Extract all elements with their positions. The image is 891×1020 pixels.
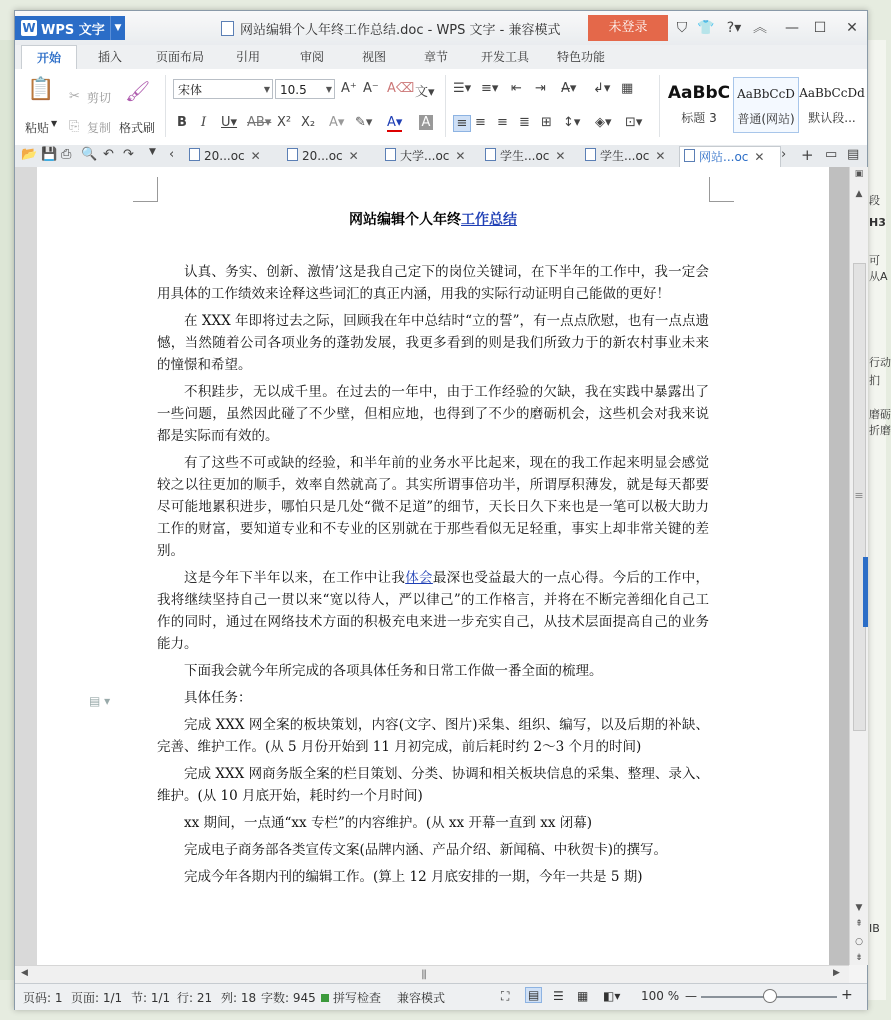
line-spacing-icon[interactable]: ↕▾ [563, 115, 581, 130]
close-tab-icon[interactable]: ✕ [455, 149, 466, 163]
close-tab-icon[interactable]: ✕ [754, 150, 765, 164]
tab-list-icon[interactable]: ▭ [825, 147, 838, 162]
bold-icon[interactable]: B [177, 115, 187, 130]
document-page[interactable] [37, 167, 829, 965]
style-heading-3[interactable]: AaBbC 标题 3 [667, 83, 731, 125]
app-menu-button[interactable] [15, 16, 125, 40]
zoom-in-icon[interactable]: + [841, 987, 853, 1003]
side-fragment: 磨砺 [869, 408, 891, 421]
split-view-icon[interactable]: ▣ [854, 169, 864, 179]
document-area [15, 167, 849, 965]
doc-options-icon[interactable]: ▤ [847, 147, 860, 162]
margin-corner-mark [133, 177, 158, 202]
close-tab-icon[interactable]: ✕ [250, 149, 261, 163]
style-normal-web[interactable]: AaBbCcD 普通(网站) [733, 77, 799, 133]
separator [445, 75, 446, 137]
paragraph: 有了这些不可或缺的经验，和半年前的业务水平比起来，现在的我工作起来明显会感觉较之以往更加的顺手，效率自然就高了。其实所谓事倍功半，所谓厚积薄发，就是每天都要尽可能地累积进步，哪怕只是几处“微不足道”的细节，天长日久下来也是一笔可以极大助力工作的财富，要知道专业和不专业的区别就在于那些看似无足轻重，事实上却非常关键的差别。 [157, 455, 709, 559]
phonetic-icon[interactable]: 文▾ [415, 85, 435, 100]
char-shading-icon[interactable]: A [419, 115, 433, 130]
status-word-count[interactable]: 字数: 945 [261, 991, 316, 1005]
web-view-icon[interactable]: ▦ [577, 989, 589, 1003]
login-button[interactable]: 未登录 [588, 15, 668, 41]
open-icon[interactable]: 📂 [21, 147, 38, 162]
wps-logo-icon: W [22, 21, 36, 35]
shading-icon[interactable]: ◈▾ [595, 115, 612, 130]
window-title: 网站编辑个人年终工作总结.doc - WPS 文字 - 兼容模式 [221, 19, 560, 38]
wps-window [14, 10, 868, 1010]
paste-button[interactable]: 粘贴 [25, 121, 50, 135]
highlight-icon[interactable]: ✎▾ [355, 115, 373, 130]
document-icon [585, 148, 596, 161]
cut-icon[interactable]: ✂ [69, 89, 80, 104]
tab-page-layout[interactable]: 页面布局 [155, 50, 204, 64]
doc-tab[interactable]: 学生...oc ✕ [585, 146, 677, 166]
paragraph: 认真、务实、创新、激情’这是我自己定下的岗位关键词，在下半年的工作中，我一定会用具体的工作绩效来诠释这些词汇的真正内涵，用我的实际行动证明自己能做的更好！ [157, 264, 709, 302]
copy-icon[interactable]: ⎘ [69, 119, 80, 134]
scroll-down-icon[interactable]: ▼ [855, 903, 863, 913]
document-tabs-bar [15, 145, 867, 168]
help-icon[interactable]: ?▾ [726, 20, 742, 36]
nav-indicator [863, 557, 868, 627]
chevron-down-icon[interactable]: ▼ [51, 119, 58, 128]
underline-icon[interactable]: U▾ [221, 115, 238, 130]
close-icon[interactable]: ✕ [846, 20, 858, 36]
next-page-icon[interactable]: ⇟ [855, 953, 863, 963]
shrink-font-icon[interactable]: A⁻ [363, 81, 379, 96]
page-view-icon[interactable]: ▤ [525, 987, 542, 1003]
fullscreen-icon[interactable]: ⛶ [501, 989, 510, 1003]
app-label: WPS 文字 [41, 22, 105, 38]
doc-tab[interactable]: 大学...oc ✕ [385, 146, 477, 166]
status-pages[interactable]: 页面: 1/1 [71, 991, 123, 1005]
side-fragment: 扪 [869, 374, 880, 387]
browse-object-icon[interactable]: ○ [855, 937, 863, 947]
chevron-right-icon[interactable]: › [781, 147, 787, 162]
cut-button[interactable]: 剪切 [87, 91, 112, 105]
reading-view-icon[interactable]: ◧▾ [603, 989, 621, 1003]
document-icon [287, 148, 298, 161]
increase-indent-icon[interactable]: ⇥ [535, 81, 546, 96]
chinese-layout-icon[interactable]: A̶▾ [561, 81, 577, 96]
tab-review[interactable]: 审阅 [299, 50, 324, 64]
status-compat-mode: 兼容模式 [397, 991, 446, 1005]
zoom-out-icon[interactable]: — [685, 989, 697, 1003]
side-fragment: H3 [869, 216, 886, 229]
scroll-grip-icon: ≡ [854, 489, 864, 502]
zoom-slider-knob[interactable] [763, 989, 777, 1003]
scroll-up-icon[interactable]: ▲ [855, 189, 863, 199]
tab-special[interactable]: 特色功能 [556, 50, 605, 64]
bullet-list-icon[interactable]: ☰▾ [453, 81, 472, 96]
close-tab-icon[interactable]: ✕ [655, 149, 666, 163]
side-fragment: 行动 [869, 356, 891, 369]
check-icon [321, 994, 329, 1002]
tab-home[interactable]: 开始 [21, 45, 77, 70]
table-icon[interactable]: ▦ [621, 81, 634, 96]
tab-references[interactable]: 引用 [235, 50, 260, 64]
status-column[interactable]: 列: 18 [221, 991, 257, 1005]
close-tab-icon[interactable]: ✕ [555, 149, 566, 163]
paragraph: 下面我会就今年所完成的各项具体任务和日常工作做一番全面的梳理。 [184, 663, 603, 679]
horizontal-scrollbar[interactable] [15, 965, 849, 984]
title-link[interactable]: 工作总结 [461, 212, 517, 228]
zoom-level[interactable]: 100 % [641, 989, 680, 1003]
side-fragment: 段 [869, 194, 880, 207]
paragraph: 不积跬步，无以成千里。在过去的一年中，由于工作经验的欠缺，我在实践中暴露出了一些问题，虽然因此碰了不少壁，但相应地，也得到了不少的磨砺机会，这些机会对我来说都是实际而有效的。 [157, 384, 709, 444]
skin-icon[interactable]: 👕 [697, 20, 715, 36]
side-fragment: 可 [869, 254, 880, 267]
document-title: 网站编辑个人年终工作总结 [349, 212, 517, 228]
background-window-right [865, 40, 891, 1000]
paste-icon[interactable]: 📋 [27, 77, 55, 102]
tab-insert[interactable]: 插入 [97, 50, 122, 64]
doc-tab[interactable]: 20...oc ✕ [189, 146, 277, 166]
document-body [157, 261, 709, 893]
paragraph: 完成 XXX 网商务版全案的栏目策划、分类、协调和相关板块信息的采集、整理、录入、维护。(从 10 月底开始，耗时约一个月时间) [157, 766, 709, 804]
doc-tab-active[interactable]: 网站...oc ✕ [679, 146, 781, 167]
ribbon-home [15, 69, 867, 146]
document-icon [385, 148, 396, 161]
chevron-down-icon[interactable]: ▼ [110, 16, 125, 40]
margin-corner-mark [709, 177, 734, 202]
subscript-icon[interactable]: X₂ [301, 115, 316, 130]
save-icon[interactable]: 💾 [41, 147, 58, 162]
doc-tab[interactable]: 20...oc ✕ [287, 146, 375, 166]
align-left-icon[interactable]: ≡ [453, 115, 471, 132]
document-icon [189, 148, 200, 161]
scroll-right-icon[interactable]: ▶ [833, 968, 840, 978]
paragraph: 具体任务： [184, 690, 252, 706]
doc-tab[interactable]: 学生...oc ✕ [485, 146, 577, 166]
font-size-select[interactable]: 10.5 ▼ [275, 79, 335, 99]
tab-developer[interactable]: 开发工具 [480, 50, 529, 64]
background-window-left [0, 40, 15, 980]
scroll-grip-icon: ||| [421, 969, 426, 980]
title-bar [15, 11, 867, 46]
paragraph: 在 XXX 年即将过去之际，回顾我在年中总结时“立的誓”，有一点点欣慰，也有一点点遗憾，当然随着公司各项业务的蓬勃发展，我更多看到的则是我们所致力于的新农村事业未来的憧憬和希望。 [157, 313, 709, 373]
document-icon [485, 148, 496, 161]
print-icon[interactable]: ⎙ [61, 147, 72, 162]
tab-view[interactable]: 视图 [361, 50, 386, 64]
paragraph: xx 期间，一点通“xx 专栏”的内容维护。(从 xx 开幕一直到 xx 闭幕) [184, 815, 592, 831]
side-fragment: IB [869, 922, 880, 935]
decrease-indent-icon[interactable]: ⇤ [511, 81, 522, 96]
tab-chapter[interactable]: 章节 [423, 50, 448, 64]
status-section[interactable]: 节: 1/1 [131, 991, 171, 1005]
outline-view-icon[interactable]: ☰ [553, 989, 564, 1003]
print-preview-icon[interactable]: 🔍 [81, 147, 98, 162]
format-painter-button[interactable]: 格式刷 [119, 121, 156, 135]
separator [659, 75, 660, 137]
separator [165, 75, 166, 137]
maximize-icon[interactable]: ☐ [813, 20, 827, 36]
align-center-icon[interactable]: ≡ [475, 115, 486, 130]
status-page-number[interactable]: 页码: 1 [23, 991, 63, 1005]
spellcheck-toggle[interactable]: 拼写检查 [321, 989, 381, 1006]
justify-icon[interactable]: ≣ [519, 115, 530, 130]
paragraph: 完成电子商务部各类宣传文案(品牌内涵、产品介绍、新闻稿、中秋贺卡)的撰写。 [184, 842, 668, 858]
undo-icon[interactable]: ↶ [103, 147, 114, 162]
status-row[interactable]: 行: 21 [177, 991, 213, 1005]
document-icon [221, 21, 234, 36]
document-icon [684, 149, 695, 162]
clear-format-icon[interactable]: A⌫ [387, 81, 415, 96]
show-marks-icon[interactable]: ↲▾ [593, 81, 611, 96]
superscript-icon[interactable]: X² [277, 115, 292, 130]
paragraph-handle-icon[interactable]: ▤ ▾ [89, 694, 111, 708]
vertical-scrollbar[interactable] [849, 167, 868, 965]
collapse-ribbon-icon[interactable]: ︽ [753, 20, 767, 36]
new-tab-icon[interactable]: + [801, 146, 814, 164]
ribbon-tabs [15, 45, 867, 69]
align-right-icon[interactable]: ≡ [497, 115, 508, 130]
numbered-list-icon[interactable]: ≡▾ [481, 81, 499, 96]
font-name-select[interactable]: 宋体 ▼ [173, 79, 273, 99]
text-effect-icon[interactable]: A▾ [329, 115, 345, 130]
distribute-icon[interactable]: ⊞ [541, 115, 552, 130]
close-tab-icon[interactable]: ✕ [348, 149, 359, 163]
paragraph: 完成 XXX 网全案的板块策划，内容(文字、图片)采集、组织、编写，以及后期的补缺、完善、维护工作。(从 5 月份开始到 11 月初完成，前后耗时约 2～3 个月的时间) [157, 717, 709, 755]
status-bar [15, 983, 867, 1010]
redo-icon[interactable]: ↷ [123, 147, 134, 162]
paragraph: 这是今年下半年以来，在工作中让我体会最深也受益最大的一点心得。今后的工作中，我将继续坚持自己一贯以来“宽以待人，严以律己”的工作格言，并将在不断完善细化自己工作的同时，通过在网络技术方面的积极充电来进一步充实自己，从技术层面提高自己的业务能力。 [157, 570, 710, 652]
customize-toolbar-icon[interactable]: ▼ [149, 147, 156, 157]
grow-font-icon[interactable]: A⁺ [341, 81, 357, 96]
left-gutter [15, 167, 37, 965]
font-color-icon[interactable]: A▾ [387, 115, 403, 130]
scroll-left-icon[interactable]: ◀ [21, 968, 28, 978]
paragraph: 完成今年各期内刊的编辑工作。(算上 12 月底安排的一期，今年一共是 5 期) [184, 869, 643, 885]
inline-link[interactable]: 体会 [405, 570, 433, 586]
minimize-icon[interactable]: — [785, 20, 799, 36]
side-fragment: 从A [869, 270, 888, 283]
strikethrough-icon[interactable]: AB▾ [247, 115, 272, 130]
side-fragment: 折磨 [869, 424, 891, 437]
copy-button[interactable]: 复制 [87, 121, 112, 135]
chevron-left-icon[interactable]: ‹ [169, 147, 175, 162]
border-icon[interactable]: ⊡▾ [625, 115, 643, 130]
format-painter-icon[interactable]: 🖌 [125, 79, 151, 103]
style-default-para[interactable]: AaBbCcDd 默认段... [799, 86, 865, 125]
previous-page-icon[interactable]: ⇞ [855, 919, 863, 929]
shield-icon[interactable]: ⛉ [676, 20, 688, 36]
italic-icon[interactable]: I [201, 115, 207, 130]
